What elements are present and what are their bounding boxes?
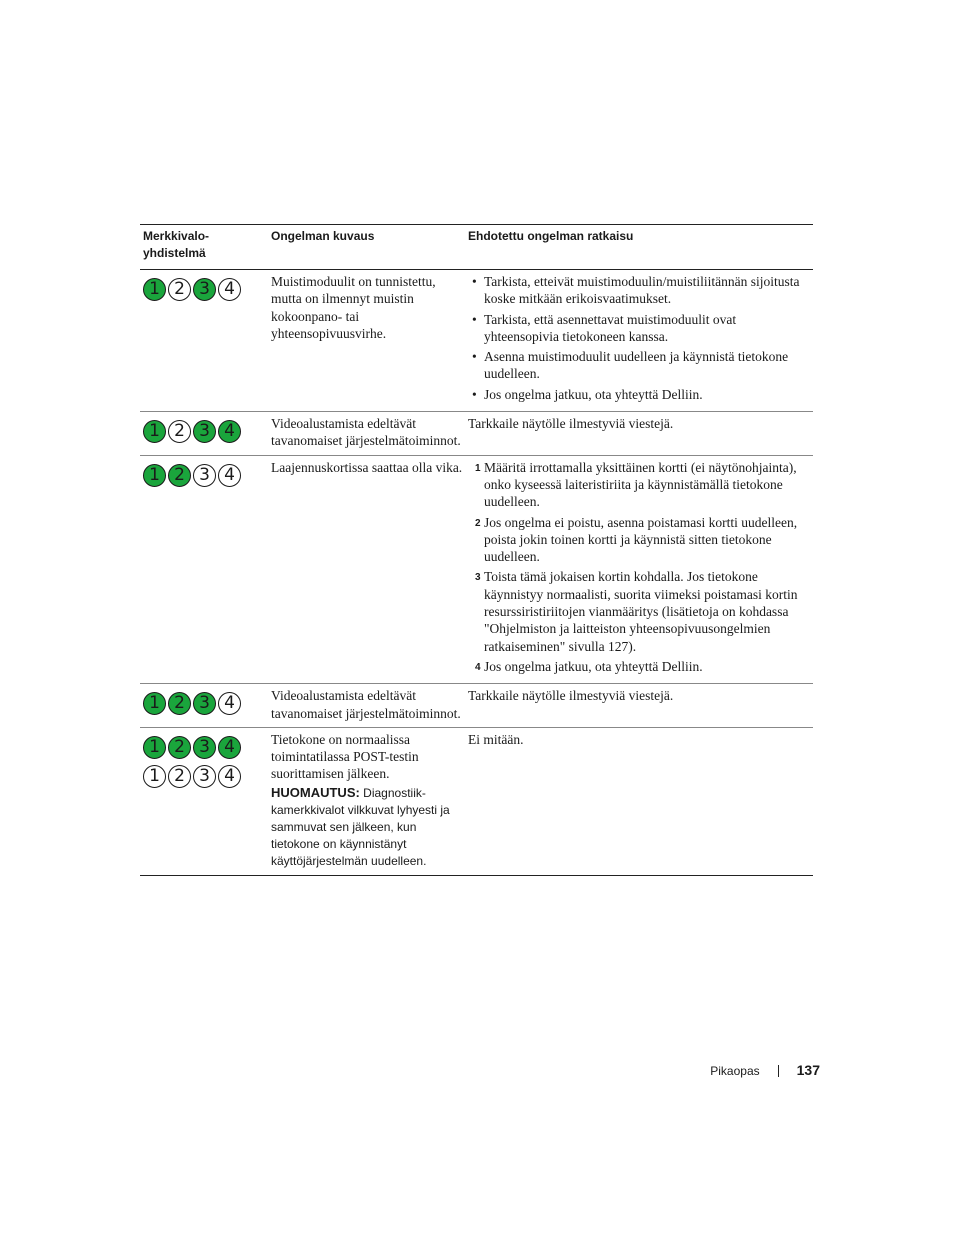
solution-step-list bbox=[468, 459, 809, 676]
light-pattern bbox=[143, 464, 271, 487]
list-item bbox=[468, 514, 809, 566]
table-row bbox=[140, 412, 813, 456]
problem-description: Muistimoduulit on tunnistettu, mutta on ilmennyt muistin kokoonpano- tai yhteensopivuusvirhe. bbox=[271, 274, 436, 341]
list-item bbox=[468, 459, 809, 511]
diagnostic-light-3: 3 bbox=[193, 464, 216, 487]
diagnostic-light-2: 2 bbox=[168, 420, 191, 443]
lights-cell bbox=[140, 270, 271, 412]
diagnostic-light-4: 4 bbox=[218, 692, 241, 715]
table-header-row bbox=[140, 225, 813, 270]
diagnostic-light-3: 3 bbox=[193, 765, 216, 788]
diagnostic-light-1: 1 bbox=[143, 692, 166, 715]
step-number: 1 bbox=[475, 462, 481, 474]
diagnostic-light-1: 1 bbox=[143, 736, 166, 759]
step-text: Jos ongelma jatkuu, ota yhteyttä Delliin. bbox=[484, 658, 703, 674]
diagnostic-light-4: 4 bbox=[218, 278, 241, 301]
diagnostic-light-1: 1 bbox=[143, 765, 166, 788]
lights-cell bbox=[140, 727, 271, 875]
problem-description: Laajennuskortissa saattaa olla vika. bbox=[271, 459, 463, 475]
note-label: HUOMAUTUS: bbox=[271, 784, 360, 800]
diagnostic-light-4: 4 bbox=[218, 420, 241, 443]
table-row bbox=[140, 727, 813, 875]
solution-cell: Tarkkaile näytölle ilmestyviä viestejä. bbox=[468, 416, 674, 432]
step-number: 4 bbox=[475, 661, 481, 673]
diagnostic-light-2: 2 bbox=[168, 278, 191, 301]
list-item bbox=[468, 568, 809, 654]
footer-section-title: Pikaopas bbox=[710, 1064, 760, 1078]
solution-cell: Tarkkaile näytölle ilmestyviä viestejä. bbox=[468, 688, 674, 704]
diagnostic-light-3: 3 bbox=[193, 692, 216, 715]
list-item: • Jos ongelma jatkuu, ota yhteyttä Delliin. bbox=[468, 386, 809, 403]
problem-description: Videoalustamista edeltävät tavanomaiset järjestelmätoiminnot. bbox=[271, 416, 461, 449]
diagnostic-light-3: 3 bbox=[193, 420, 216, 443]
light-pattern bbox=[143, 736, 271, 759]
lights-cell bbox=[140, 455, 271, 684]
diagnostic-light-2: 2 bbox=[168, 692, 191, 715]
light-pattern bbox=[143, 692, 271, 715]
step-text: Jos ongelma ei poistu, asenna poistamasi kortti uudelleen, poista jokin toinen kortti ja käynnistä sitten tietokone uudelleen. bbox=[484, 514, 798, 565]
note-text: Diagnostiik-kamerkkivalot vilkkuvat lyhyesti ja sammuvat sen jälkeen, kun tietokone on käynnistänyt käyttöjärjestelmän uudelleen. bbox=[271, 785, 450, 868]
step-number: 3 bbox=[475, 572, 481, 584]
diagnostic-light-4: 4 bbox=[218, 765, 241, 788]
diagnostic-light-2: 2 bbox=[168, 765, 191, 788]
step-text: Toista tämä jokaisen kortin kohdalla. Jos tietokone käynnistyy normaalisti, suorita viimeksi poistamasi kortin resurssiristiriitojen vianmääritys (lisätietoja on kohdassa "Ohjelmiston ja laitteiston yhteensopivuusongelmien ratkaiseminen" sivulla 127). bbox=[484, 569, 798, 654]
diagnostic-light-2: 2 bbox=[168, 464, 191, 487]
note-block bbox=[271, 784, 468, 870]
diagnostic-light-3: 3 bbox=[193, 736, 216, 759]
problem-description: Videoalustamista edeltävät tavanomaiset järjestelmätoiminnot. bbox=[271, 688, 461, 721]
list-item: • Asenna muistimoduulit uudelleen ja käynnistä tietokone uudelleen. bbox=[468, 348, 809, 383]
problem-description: Tietokone on normaalissa toimintatilassa POST-testin suorittamisen jälkeen. bbox=[271, 731, 419, 782]
diagnostic-light-1: 1 bbox=[143, 464, 166, 487]
diagnostic-light-4: 4 bbox=[218, 464, 241, 487]
page-number: 137 bbox=[796, 1062, 820, 1078]
header-lights bbox=[140, 225, 271, 270]
table-row bbox=[140, 270, 813, 412]
table-row bbox=[140, 684, 813, 728]
light-pattern-alternate bbox=[143, 765, 271, 788]
diagnostic-light-3: 3 bbox=[193, 278, 216, 301]
diagnostic-light-2: 2 bbox=[168, 736, 191, 759]
problem-description-cell bbox=[271, 727, 468, 875]
table-row bbox=[140, 455, 813, 684]
diagnostic-lights-table bbox=[140, 224, 813, 876]
page-footer bbox=[0, 1062, 820, 1078]
solution-cell: Ei mitään. bbox=[468, 731, 524, 747]
diagnostic-light-4: 4 bbox=[218, 736, 241, 759]
light-pattern bbox=[143, 420, 271, 443]
step-text: Määritä irrottamalla yksittäinen kortti (ei näytönohjainta), onko kyseessä laiteristiriita ja käynnistämällä tietokone uudelleen. bbox=[484, 459, 797, 510]
solution-cell bbox=[468, 455, 813, 684]
step-number: 2 bbox=[475, 517, 481, 529]
list-item bbox=[468, 658, 809, 675]
header-lights-line2: yhdistelmä bbox=[143, 246, 206, 260]
diagnostic-light-1: 1 bbox=[143, 420, 166, 443]
solution-bullet-list bbox=[468, 273, 809, 403]
solution-cell bbox=[468, 270, 813, 412]
list-item: • Tarkista, että asennettavat muistimoduulit ovat yhteensopivia tietokoneen kanssa. bbox=[468, 311, 809, 346]
header-description: Ongelman kuvaus bbox=[271, 229, 375, 243]
header-lights-line1: Merkkivalo- bbox=[143, 229, 210, 243]
diagnostic-light-1: 1 bbox=[143, 278, 166, 301]
lights-cell bbox=[140, 412, 271, 456]
header-solution: Ehdotettu ongelman ratkaisu bbox=[468, 229, 634, 243]
light-pattern bbox=[143, 278, 271, 301]
lights-cell bbox=[140, 684, 271, 728]
list-item: • Tarkista, etteivät muistimoduulin/muistiliitännän sijoitusta koske mitkään erikoisvaatimukset. bbox=[468, 273, 809, 308]
footer-divider bbox=[778, 1065, 779, 1077]
